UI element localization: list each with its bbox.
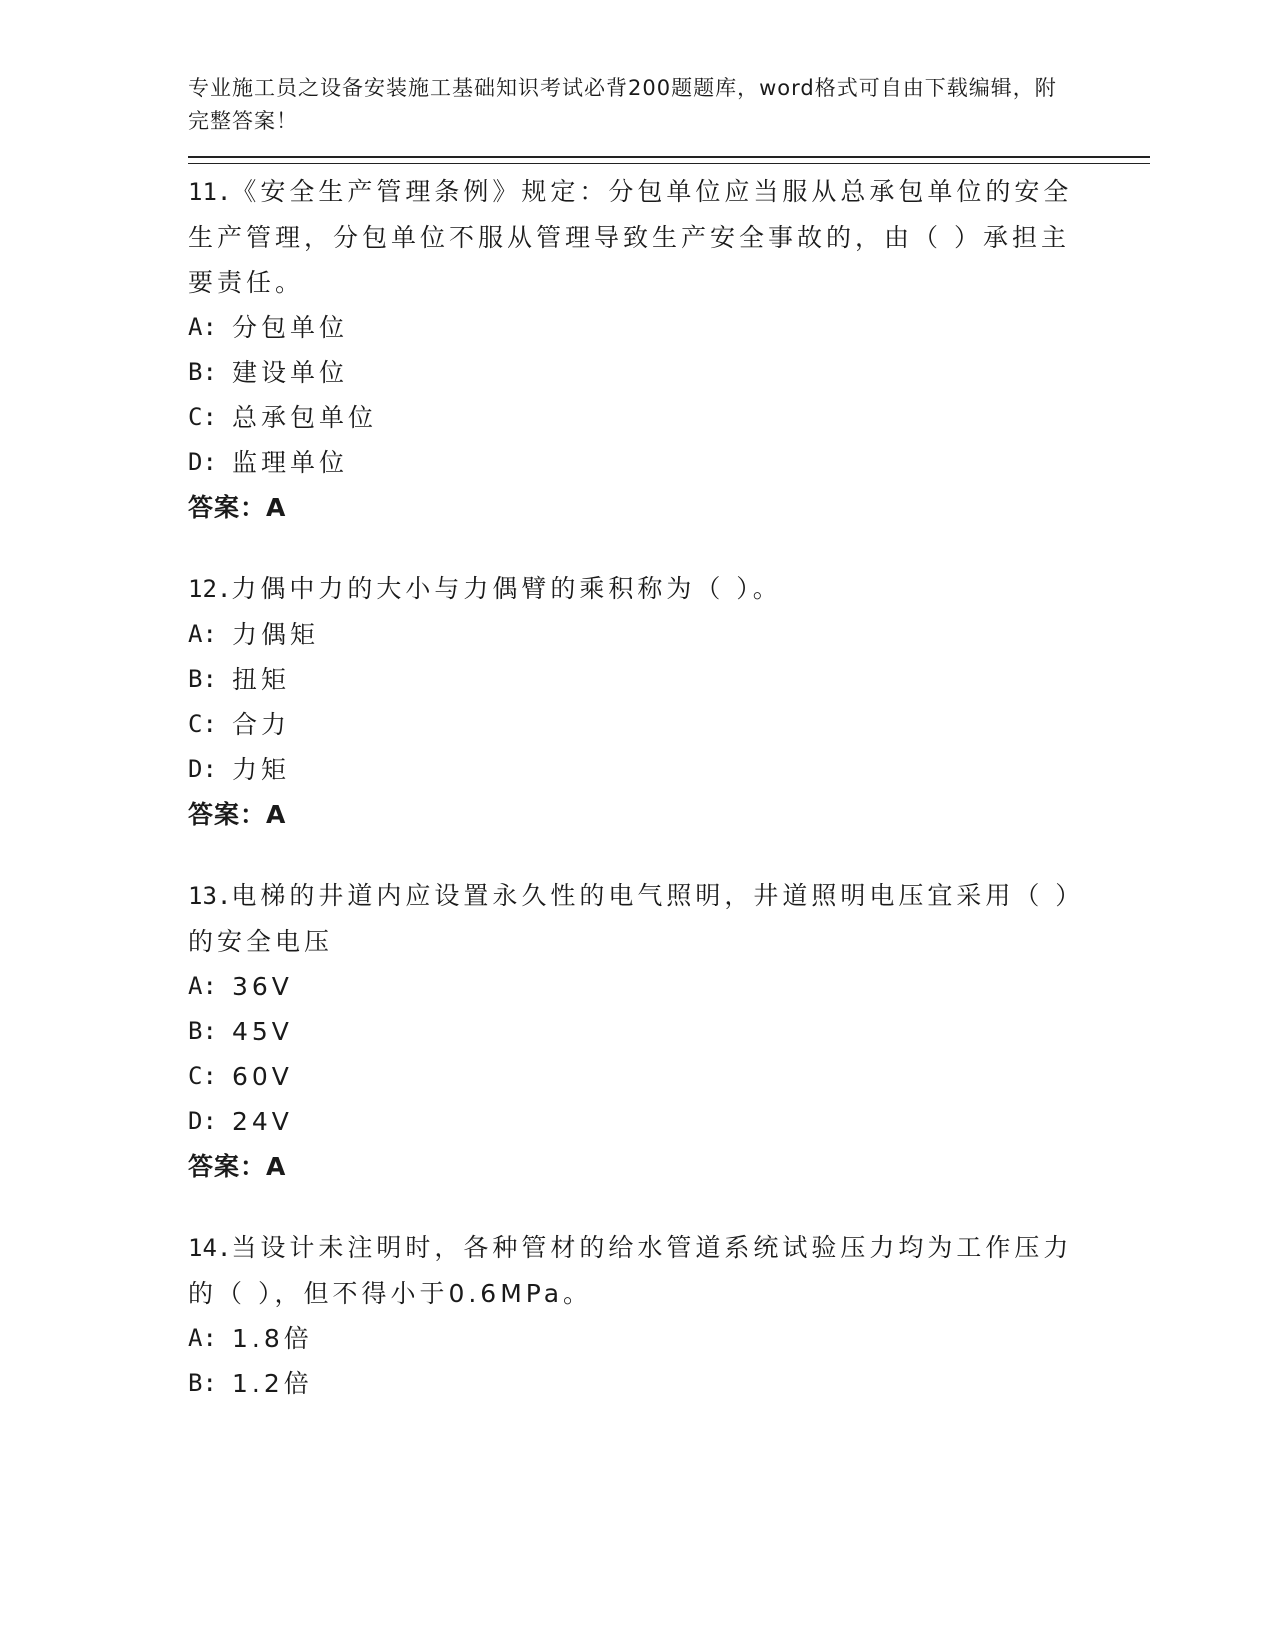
option-text: 力矩 [232, 755, 291, 784]
question-number: 11. [188, 178, 232, 206]
question-number: 13. [188, 882, 232, 910]
document-page [188, 72, 1148, 1442]
option-key: B: [188, 358, 217, 386]
option-key: A: [188, 313, 217, 341]
option-text: 总承包单位 [232, 403, 378, 432]
question-14 [188, 1225, 1148, 1406]
option-text: 1.2倍 [232, 1369, 313, 1398]
option-key: A: [188, 1324, 217, 1352]
option-key: B: [188, 1017, 217, 1045]
option-c [188, 702, 1148, 747]
option-key: D: [188, 448, 217, 476]
question-12 [188, 566, 1148, 837]
option-b [188, 1361, 1148, 1406]
option-text: 分包单位 [232, 313, 349, 342]
option-d [188, 1099, 1148, 1144]
question-13 [188, 873, 1148, 1189]
option-a [188, 305, 1148, 350]
option-c [188, 395, 1148, 440]
header-divider [188, 156, 1150, 164]
answer-line: 答案：A [188, 1152, 287, 1181]
question-stem [188, 873, 1088, 964]
question-number: 14. [188, 1234, 232, 1262]
question-text: 《安全生产管理条例》规定：分包单位应当服从总承包单位的安全生产管理，分包单位不服从管理导致生产安全事故的，由（ ）承担主要责任。 [188, 177, 1073, 297]
option-c [188, 1054, 1148, 1099]
option-a [188, 964, 1148, 1009]
question-text: 电梯的井道内应设置永久性的电气照明，井道照明电压宜采用（ ）的安全电压 [188, 881, 1085, 956]
question-stem [188, 566, 1088, 612]
option-b [188, 350, 1148, 395]
option-text: 60V [232, 1062, 293, 1091]
answer-line: 答案：A [188, 800, 287, 829]
option-key: D: [188, 1107, 217, 1135]
option-text: 监理单位 [232, 448, 349, 477]
question-text: 力偶中力的大小与力偶臂的乘积称为（ ）。 [231, 574, 782, 603]
option-key: C: [188, 1062, 217, 1090]
option-b [188, 1009, 1148, 1054]
option-b [188, 657, 1148, 702]
question-stem [188, 169, 1088, 305]
option-d [188, 440, 1148, 485]
option-key: D: [188, 755, 217, 783]
option-text: 45V [232, 1017, 293, 1046]
option-key: B: [188, 665, 217, 693]
option-text: 36V [232, 972, 293, 1001]
option-a [188, 612, 1148, 657]
document-header-title: 专业施工员之设备安装施工基础知识考试必背200题题库，word格式可自由下载编辑，附完整答案！ [188, 76, 1057, 133]
question-list [188, 169, 1148, 1406]
option-key: A: [188, 620, 217, 648]
option-key: C: [188, 403, 217, 431]
option-text: 1.8倍 [232, 1324, 313, 1353]
question-11 [188, 169, 1148, 530]
question-number: 12. [188, 575, 232, 603]
option-key: A: [188, 972, 217, 1000]
answer-line: 答案：A [188, 493, 287, 522]
option-text: 合力 [232, 710, 291, 739]
option-text: 扭矩 [232, 665, 291, 694]
question-stem [188, 1225, 1088, 1316]
option-text: 24V [232, 1107, 293, 1136]
option-key: C: [188, 710, 217, 738]
question-text: 当设计未注明时，各种管材的给水管道系统试验压力均为工作压力的（ ），但不得小于0.6MPa。 [188, 1233, 1073, 1308]
option-key: B: [188, 1369, 217, 1397]
option-text: 建设单位 [232, 358, 349, 387]
option-text: 力偶矩 [232, 620, 320, 649]
option-d [188, 747, 1148, 792]
option-a [188, 1316, 1148, 1361]
